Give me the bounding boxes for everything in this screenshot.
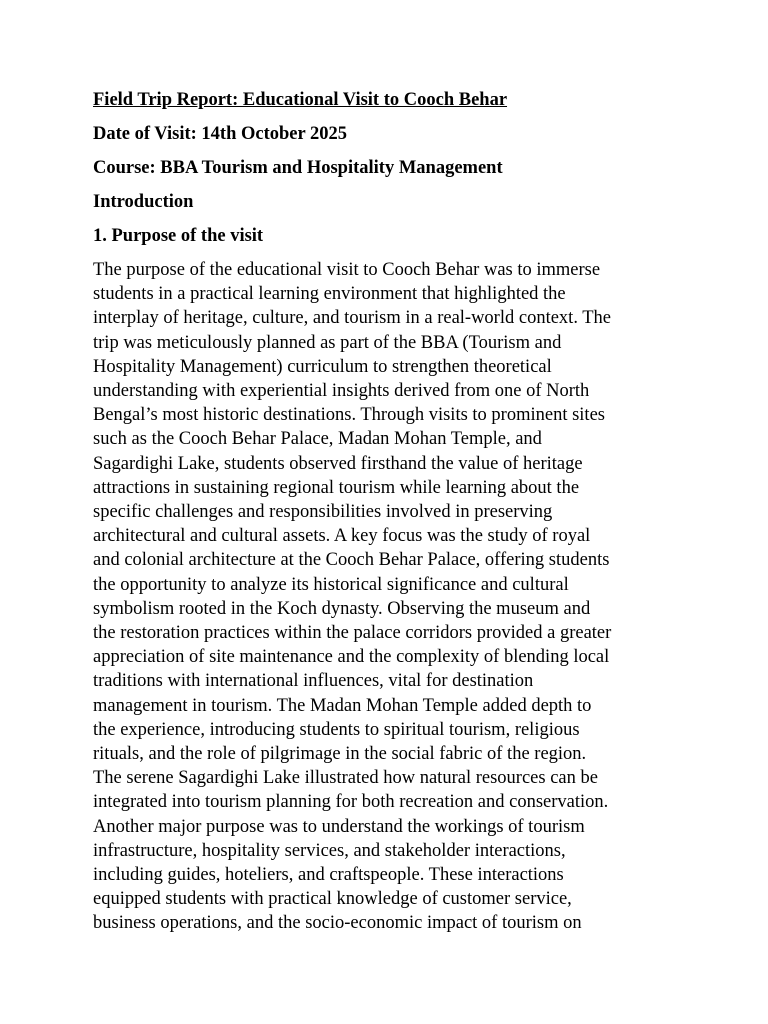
paragraph-line: trip was meticulously planned as part of the BBA (Tourism and	[93, 332, 562, 353]
paragraph-line: interplay of heritage, culture, and tourism in a real-world context. The	[93, 308, 611, 329]
paragraph-line: the opportunity to analyze its historical significance and cultural	[93, 574, 569, 595]
paragraph-line: the restoration practices within the palace corridors provided a greater	[93, 623, 612, 644]
paragraph-line: including guides, hoteliers, and craftspeople. These interactions	[93, 865, 564, 886]
paragraph-line: students in a practical learning environment that highlighted the	[93, 284, 566, 305]
paragraph-line: business operations, and the socio-economic impact of tourism on	[93, 913, 582, 934]
paragraph-line: Hospitality Management) curriculum to strengthen theoretical	[93, 356, 552, 377]
paragraph-line: rituals, and the role of pilgrimage in the social fabric of the region.	[93, 744, 587, 765]
paragraph-line: understanding with experiential insights derived from one of North	[93, 381, 590, 402]
subsection-heading-purpose: 1. Purpose of the visit	[93, 226, 264, 246]
purpose-paragraph	[93, 258, 678, 936]
course-line: Course: BBA Tourism and Hospitality Management	[93, 158, 503, 178]
paragraph-line: Another major purpose was to understand the workings of tourism	[93, 816, 585, 837]
paragraph-line: Sagardighi Lake, students observed firsthand the value of heritage	[93, 453, 583, 474]
document-page	[93, 88, 678, 936]
paragraph-line: The purpose of the educational visit to Cooch Behar was to immerse	[93, 260, 601, 280]
paragraph-line: such as the Cooch Behar Palace, Madan Mohan Temple, and	[93, 429, 542, 450]
paragraph-line: integrated into tourism planning for both recreation and conservation.	[93, 792, 609, 813]
paragraph-line: management in tourism. The Madan Mohan Temple added depth to	[93, 695, 592, 716]
paragraph-line: Bengal’s most historic destinations. Through visits to prominent sites	[93, 405, 605, 426]
paragraph-line: the experience, introducing students to spiritual tourism, religious	[93, 719, 580, 740]
report-title: Field Trip Report: Educational Visit to Cooch Behar	[93, 90, 508, 110]
paragraph-line: traditions with international influences, vital for destination	[93, 671, 534, 692]
date-of-visit: Date of Visit: 14th October 2025	[93, 124, 347, 144]
section-heading-introduction: Introduction	[93, 192, 194, 212]
paragraph-line: equipped students with practical knowledge of customer service,	[93, 889, 572, 910]
paragraph-line: The serene Sagardighi Lake illustrated how natural resources can be	[93, 768, 598, 789]
paragraph-line: attractions in sustaining regional tourism while learning about the	[93, 477, 580, 498]
paragraph-line: specific challenges and responsibilities involved in preserving	[93, 502, 553, 523]
paragraph-line: and colonial architecture at the Cooch Behar Palace, offering students	[93, 550, 610, 571]
paragraph-line: appreciation of site maintenance and the complexity of blending local	[93, 647, 610, 668]
paragraph-line: architectural and cultural assets. A key focus was the study of royal	[93, 526, 591, 547]
paragraph-line: infrastructure, hospitality services, and stakeholder interactions,	[93, 840, 566, 861]
paragraph-line: symbolism rooted in the Koch dynasty. Observing the museum and	[93, 598, 591, 619]
